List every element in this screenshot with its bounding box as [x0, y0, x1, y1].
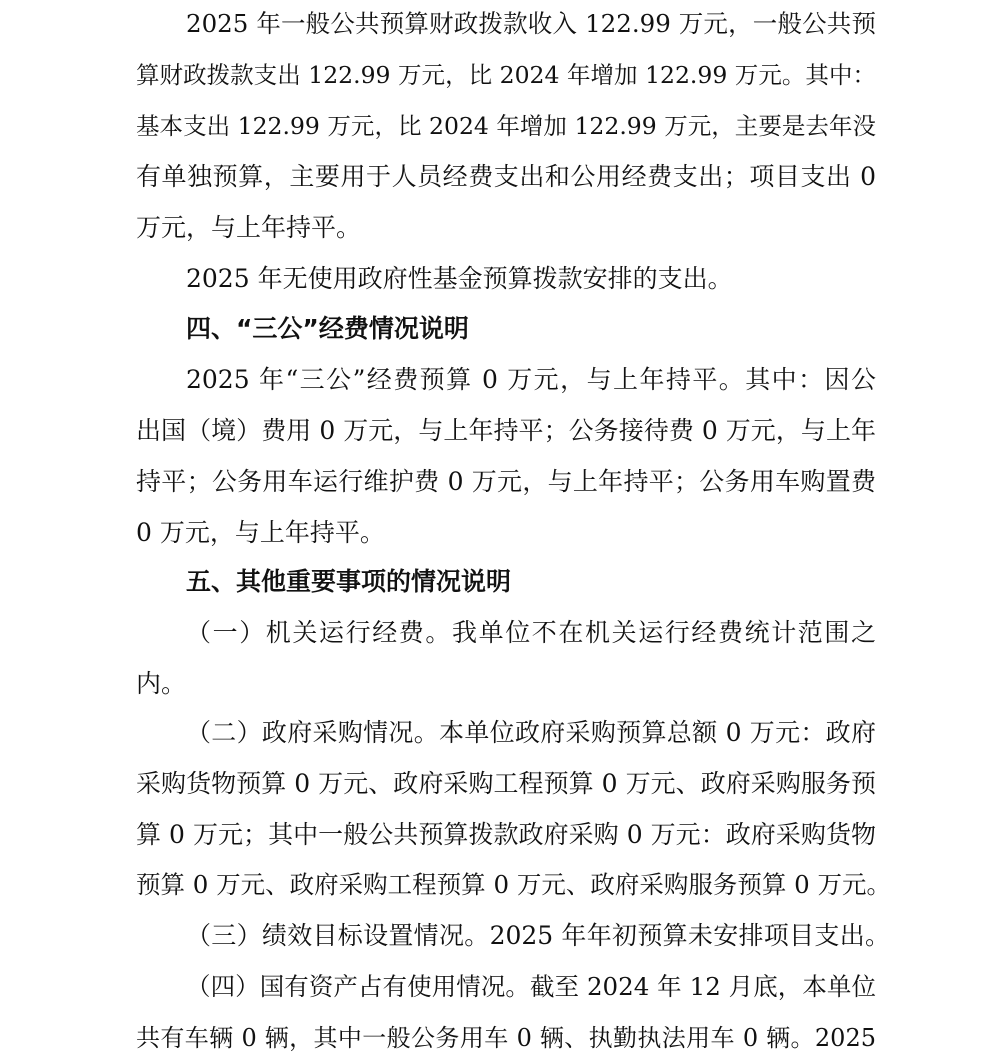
paragraph-line: 有单独预算，主要用于人员经费支出和公用经费支出；项目支出 0 — [136, 162, 876, 191]
paragraph-line: （三）绩效目标设置情况。2025 年年初预算未安排项目支出。 — [186, 921, 890, 950]
paragraph-line: 万元，与上年持平。 — [136, 213, 362, 242]
paragraph-line: 算财政拨款支出 122.99 万元，比 2024 年增加 122.99 万元。其中： — [136, 61, 876, 89]
paragraph-line: 内。 — [136, 669, 187, 698]
paragraph-line: 0 万元，与上年持平。 — [136, 518, 385, 547]
paragraph-line: 预算 0 万元、政府采购工程预算 0 万元、政府采购服务预算 0 万元。 — [136, 870, 891, 899]
section-heading-4: 四、“三公”经费情况说明 — [186, 314, 469, 343]
paragraph-line: 2025 年一般公共预算财政拨款收入 122.99 万元，一般公共预 — [186, 9, 876, 38]
paragraph-line: 2025 年无使用政府性基金预算拨款安排的支出。 — [186, 264, 733, 293]
paragraph-line: （一）机关运行经费。我单位不在机关运行经费统计范围之 — [186, 618, 876, 647]
section-heading-5: 五、其他重要事项的情况说明 — [186, 567, 512, 596]
paragraph-line: （四）国有资产占有使用情况。截至 2024 年 12 月底，本单位 — [186, 972, 876, 1001]
paragraph-line: 出国（境）费用 0 万元，与上年持平；公务接待费 0 万元，与上年 — [136, 416, 876, 445]
paragraph-line: 算 0 万元；其中一般公共预算拨款政府采购 0 万元：政府采购货物 — [136, 820, 876, 849]
paragraph-line: 采购货物预算 0 万元、政府采购工程预算 0 万元、政府采购服务预 — [136, 769, 876, 798]
paragraph-line: 共有车辆 0 辆，其中一般公务用车 0 辆、执勤执法用车 0 辆。2025 — [136, 1024, 876, 1052]
paragraph-line: 持平；公务用车运行维护费 0 万元，与上年持平；公务用车购置费 — [136, 467, 876, 496]
paragraph-line: （二）政府采购情况。本单位政府采购预算总额 0 万元：政府 — [186, 718, 876, 747]
paragraph-line: 2025 年“三公”经费预算 0 万元，与上年持平。其中：因公 — [186, 365, 876, 394]
paragraph-line: 基本支出 122.99 万元，比 2024 年增加 122.99 万元，主要是去年没 — [136, 112, 876, 140]
